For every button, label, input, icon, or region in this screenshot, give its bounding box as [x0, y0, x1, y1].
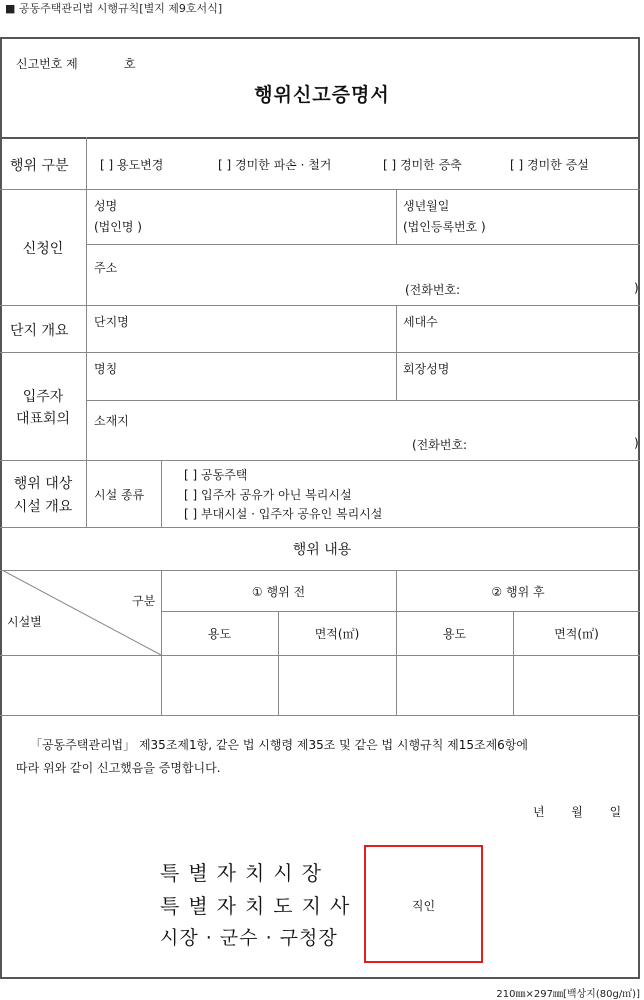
rule — [0, 527, 640, 528]
rule — [396, 189, 397, 244]
issue-date: 년 월 일 — [533, 805, 622, 819]
statement-line2: 따라 위와 같이 신고했음을 증명합니다. — [16, 761, 221, 775]
council-chair-label: 회장성명 — [403, 362, 450, 376]
content-facility-label: 시설별 — [7, 615, 42, 629]
report-number-suffix: 호 — [124, 57, 136, 71]
content-before-area: 면적(㎡) — [314, 627, 360, 641]
act-type-option[interactable]: [ ] 경미한 증설 — [510, 158, 589, 172]
complex-name-label: 단지명 — [94, 315, 129, 329]
rule — [162, 611, 640, 612]
council-location-label: 소재지 — [94, 414, 129, 428]
facility-option[interactable]: [ ] 부대시설 · 입주자 공유인 복리시설 — [184, 507, 383, 521]
issuer-line: 시장 · 군수 · 구청장 — [160, 927, 338, 949]
act-type-option[interactable]: [ ] 경미한 파손 · 철거 — [218, 158, 332, 172]
rule — [0, 460, 640, 461]
applicant-birth-sub: (법인등록번호 ) — [403, 220, 486, 234]
council-label-line1: 입주자 — [22, 389, 64, 405]
applicant-phone-close: ) — [634, 281, 639, 295]
complex-households-label: 세대수 — [403, 315, 438, 329]
council-name-label: 명칭 — [94, 362, 118, 376]
rule — [0, 715, 640, 716]
facility-label-line1: 행위 대상 — [13, 476, 73, 492]
applicant-label: 신청인 — [22, 241, 64, 257]
content-title: 행위 내용 — [292, 542, 352, 558]
rule — [86, 137, 87, 527]
rule — [0, 352, 640, 353]
applicant-phone: (전화번호: — [405, 283, 461, 297]
facility-option[interactable]: [ ] 입주자 공유가 아닌 복리시설 — [184, 488, 352, 502]
rule — [0, 137, 640, 139]
rule — [0, 305, 640, 306]
content-after-use: 용도 — [442, 627, 467, 641]
issuer-line: 특별자치도지사 — [160, 894, 359, 918]
complex-label: 단지 개요 — [10, 323, 69, 339]
content-before-header: ① 행위 전 — [251, 585, 306, 599]
facility-label-line2: 시설 개요 — [13, 499, 73, 515]
council-phone: (전화번호: — [412, 438, 468, 452]
rule — [396, 305, 397, 400]
act-type-label: 행위 구분 — [10, 158, 69, 174]
content-division-label: 구분 — [132, 594, 156, 608]
seal-label: 직인 — [411, 899, 436, 913]
report-number-label: 신고번호 제 — [16, 57, 78, 71]
rule — [0, 189, 640, 190]
rule — [86, 400, 640, 401]
council-label-line2: 대표회의 — [15, 411, 71, 427]
applicant-birth-label: 생년월일 — [403, 199, 450, 213]
act-type-option[interactable]: [ ] 경미한 증축 — [383, 158, 462, 172]
statement-line1: 「공동주택관리법」 제35조제1항, 같은 법 시행령 제35조 및 같은 법 시행규칙 제15조제6항에 — [30, 738, 528, 752]
applicant-name-sub: (법인명 ) — [94, 220, 142, 234]
applicant-name-label: 성명 — [94, 199, 118, 213]
paper-spec: 210㎜×297㎜[백상지(80g/㎡)] — [496, 989, 640, 1000]
form-reference: ■ 공동주택관리법 시행규칙[별지 제9호서식] — [5, 2, 223, 15]
content-before-use: 용도 — [207, 627, 232, 641]
rule — [86, 244, 640, 245]
issuer-line: 특별자치시장 — [160, 861, 330, 885]
council-phone-close: ) — [634, 436, 639, 450]
act-type-option[interactable]: [ ] 용도변경 — [100, 158, 164, 172]
facility-type-label: 시설 종류 — [94, 488, 145, 502]
applicant-address-label: 주소 — [94, 261, 118, 275]
content-after-area: 면적(㎡) — [554, 627, 599, 641]
content-after-header: ② 행위 후 — [491, 585, 545, 599]
facility-option[interactable]: [ ] 공동주택 — [184, 468, 248, 482]
page-title: 행위신고증명서 — [254, 84, 390, 106]
rule — [161, 460, 162, 527]
